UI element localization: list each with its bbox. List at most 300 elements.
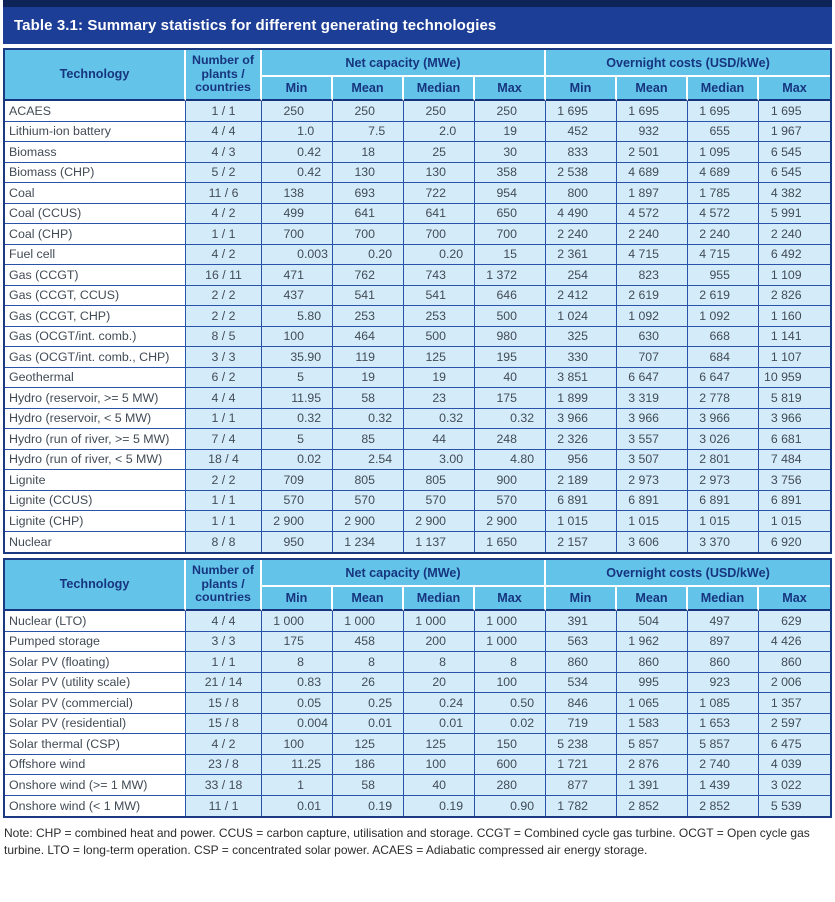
capacity-max-cell: 15 <box>475 245 546 266</box>
stat-header-cap-min: Min <box>262 77 333 101</box>
capacity-max-cell: 0 .90 <box>475 796 546 817</box>
cost-mean-cell: 1 695 <box>617 101 688 122</box>
capacity-median-cell: 0 .24 <box>404 693 475 714</box>
capacity-mean-cell: 58 <box>333 775 404 796</box>
cost-mean-cell: 3 319 <box>617 388 688 409</box>
capacity-mean-cell: 26 <box>333 673 404 694</box>
plants-countries-cell: 5 / 2 <box>186 163 262 184</box>
capacity-median-cell: 1 000 <box>404 611 475 632</box>
plants-countries-cell: 33 / 18 <box>186 775 262 796</box>
cost-min-cell: 2 240 <box>546 224 617 245</box>
cost-max-cell: 2 240 <box>759 224 830 245</box>
capacity-min-cell: 499 <box>262 204 333 225</box>
table-row <box>5 734 830 755</box>
capacity-max-cell: 195 <box>475 347 546 368</box>
cost-min-cell: 860 <box>546 652 617 673</box>
cost-mean-cell: 707 <box>617 347 688 368</box>
cost-median-cell: 1 439 <box>688 775 759 796</box>
cost-mean-cell: 630 <box>617 327 688 348</box>
capacity-mean-cell: 0 .20 <box>333 245 404 266</box>
cost-max-cell: 5 991 <box>759 204 830 225</box>
cost-median-cell: 2 240 <box>688 224 759 245</box>
capacity-mean-cell: 2 .54 <box>333 450 404 471</box>
capacity-mean-cell: 58 <box>333 388 404 409</box>
capacity-min-cell: 0 .01 <box>262 796 333 817</box>
table-row <box>5 611 830 632</box>
cost-min-cell: 330 <box>546 347 617 368</box>
plants-countries-cell: 4 / 4 <box>186 122 262 143</box>
table-row <box>5 388 830 409</box>
cost-median-cell: 4 715 <box>688 245 759 266</box>
cost-min-cell: 391 <box>546 611 617 632</box>
capacity-median-cell: 0 .19 <box>404 796 475 817</box>
capacity-min-cell: 0 .003 <box>262 245 333 266</box>
capacity-mean-cell: 250 <box>333 101 404 122</box>
cost-mean-cell: 2 619 <box>617 286 688 307</box>
capacity-min-cell: 5 <box>262 429 333 450</box>
cost-mean-cell: 2 973 <box>617 470 688 491</box>
table-row <box>5 532 830 553</box>
capacity-median-cell: 3 .00 <box>404 450 475 471</box>
capacity-median-cell: 743 <box>404 265 475 286</box>
cost-mean-cell: 1 065 <box>617 693 688 714</box>
cost-median-cell: 2 619 <box>688 286 759 307</box>
capacity-median-cell: 23 <box>404 388 475 409</box>
plants-countries-cell: 7 / 4 <box>186 429 262 450</box>
cost-min-cell: 2 326 <box>546 429 617 450</box>
cost-mean-cell: 2 501 <box>617 142 688 163</box>
cost-min-cell: 2 361 <box>546 245 617 266</box>
capacity-mean-cell: 2 900 <box>333 511 404 532</box>
capacity-max-cell: 500 <box>475 306 546 327</box>
cost-max-cell: 3 022 <box>759 775 830 796</box>
cost-mean-cell: 2 852 <box>617 796 688 817</box>
technology-cell: Coal (CHP) <box>5 224 186 245</box>
capacity-max-cell: 40 <box>475 368 546 389</box>
plants-countries-cell: 11 / 6 <box>186 183 262 204</box>
stat-header-cost-mean: Mean <box>617 587 688 611</box>
cost-median-cell: 1 785 <box>688 183 759 204</box>
table-footnote: Note: CHP = combined heat and power. CCUS = carbon capture, utilisation and storage. CCGT = Combined cycle gas turbine. OCGT = Open cycle gas turbine. LTO = long-term operation. CSP = concentrated solar power. ACAES = Adiabatic compressed air energy storage. <box>4 826 810 858</box>
stat-header-cap-min: Min <box>262 587 333 611</box>
cost-max-cell: 1 015 <box>759 511 830 532</box>
capacity-mean-cell: 641 <box>333 204 404 225</box>
plants-countries-cell: 6 / 2 <box>186 368 262 389</box>
cost-min-cell: 4 490 <box>546 204 617 225</box>
cost-min-cell: 719 <box>546 714 617 735</box>
cost-max-cell: 2 826 <box>759 286 830 307</box>
cost-min-cell: 1 899 <box>546 388 617 409</box>
technology-cell: Hydro (run of river, >= 5 MW) <box>5 429 186 450</box>
table-row <box>5 511 830 532</box>
plants-countries-cell: 4 / 3 <box>186 142 262 163</box>
cost-median-cell: 3 370 <box>688 532 759 553</box>
capacity-mean-cell: 7 .5 <box>333 122 404 143</box>
cost-min-cell: 5 238 <box>546 734 617 755</box>
cost-mean-cell: 2 240 <box>617 224 688 245</box>
capacity-min-cell: 0 .05 <box>262 693 333 714</box>
cost-max-cell: 2 006 <box>759 673 830 694</box>
technology-cell: Onshore wind (< 1 MW) <box>5 796 186 817</box>
capacity-mean-cell: 458 <box>333 632 404 653</box>
capacity-min-cell: 175 <box>262 632 333 653</box>
col-header-technology: Technology <box>5 50 186 101</box>
capacity-mean-cell: 0 .01 <box>333 714 404 735</box>
cost-mean-cell: 3 507 <box>617 450 688 471</box>
capacity-median-cell: 200 <box>404 632 475 653</box>
capacity-min-cell: 0 .83 <box>262 673 333 694</box>
capacity-max-cell: 0 .50 <box>475 693 546 714</box>
cost-median-cell: 668 <box>688 327 759 348</box>
cost-mean-cell: 1 583 <box>617 714 688 735</box>
capacity-min-cell: 138 <box>262 183 333 204</box>
capacity-median-cell: 250 <box>404 101 475 122</box>
capacity-mean-cell: 570 <box>333 491 404 512</box>
capacity-max-cell: 900 <box>475 470 546 491</box>
cost-min-cell: 6 891 <box>546 491 617 512</box>
capacity-max-cell: 1 372 <box>475 265 546 286</box>
cost-min-cell: 956 <box>546 450 617 471</box>
cost-mean-cell: 4 715 <box>617 245 688 266</box>
capacity-max-cell: 4 .80 <box>475 450 546 471</box>
cost-mean-cell: 932 <box>617 122 688 143</box>
capacity-median-cell: 641 <box>404 204 475 225</box>
capacity-mean-cell: 8 <box>333 652 404 673</box>
cost-max-cell: 1 357 <box>759 693 830 714</box>
technology-cell: Solar PV (floating) <box>5 652 186 673</box>
table-row <box>5 632 830 653</box>
table-row <box>5 409 830 430</box>
technology-cell: Gas (CCGT, CCUS) <box>5 286 186 307</box>
table-row <box>5 491 830 512</box>
capacity-median-cell: 541 <box>404 286 475 307</box>
capacity-mean-cell: 85 <box>333 429 404 450</box>
cost-min-cell: 1 721 <box>546 755 617 776</box>
group-header-net-capacity: Net capacity (MWe) <box>262 50 546 77</box>
capacity-max-cell: 980 <box>475 327 546 348</box>
cost-median-cell: 1 092 <box>688 306 759 327</box>
cost-mean-cell: 823 <box>617 265 688 286</box>
cost-mean-cell: 4 689 <box>617 163 688 184</box>
table-row <box>5 755 830 776</box>
capacity-min-cell: 8 <box>262 652 333 673</box>
cost-mean-cell: 1 897 <box>617 183 688 204</box>
table-row <box>5 204 830 225</box>
capacity-median-cell: 130 <box>404 163 475 184</box>
capacity-mean-cell: 0 .25 <box>333 693 404 714</box>
plants-countries-cell: 4 / 4 <box>186 388 262 409</box>
capacity-min-cell: 250 <box>262 101 333 122</box>
cost-median-cell: 2 852 <box>688 796 759 817</box>
plants-countries-cell: 1 / 1 <box>186 652 262 673</box>
capacity-median-cell: 500 <box>404 327 475 348</box>
capacity-mean-cell: 130 <box>333 163 404 184</box>
stat-header-cost-min: Min <box>546 77 617 101</box>
capacity-median-cell: 100 <box>404 755 475 776</box>
cost-median-cell: 860 <box>688 652 759 673</box>
technology-cell: Hydro (reservoir, < 5 MW) <box>5 409 186 430</box>
capacity-min-cell: 0 .32 <box>262 409 333 430</box>
plants-countries-cell: 11 / 1 <box>186 796 262 817</box>
cost-mean-cell: 2 876 <box>617 755 688 776</box>
summary-table-section-2 <box>3 558 832 818</box>
cost-min-cell: 1 024 <box>546 306 617 327</box>
group-header-overnight-costs: Overnight costs (USD/kWe) <box>546 50 830 77</box>
technology-cell: Hydro (reservoir, >= 5 MW) <box>5 388 186 409</box>
technology-cell: Onshore wind (>= 1 MW) <box>5 775 186 796</box>
stat-header-cost-max: Max <box>759 77 830 101</box>
capacity-max-cell: 0 .32 <box>475 409 546 430</box>
capacity-min-cell: 700 <box>262 224 333 245</box>
group-header-overnight-costs: Overnight costs (USD/kWe) <box>546 560 830 587</box>
technology-cell: Lithium-ion battery <box>5 122 186 143</box>
cost-max-cell: 3 966 <box>759 409 830 430</box>
capacity-mean-cell: 253 <box>333 306 404 327</box>
capacity-median-cell: 570 <box>404 491 475 512</box>
capacity-mean-cell: 805 <box>333 470 404 491</box>
capacity-median-cell: 19 <box>404 368 475 389</box>
cost-max-cell: 4 039 <box>759 755 830 776</box>
cost-min-cell: 800 <box>546 183 617 204</box>
technology-cell: Solar PV (residential) <box>5 714 186 735</box>
cost-max-cell: 6 920 <box>759 532 830 553</box>
capacity-median-cell: 20 <box>404 673 475 694</box>
capacity-min-cell: 950 <box>262 532 333 553</box>
cost-min-cell: 2 538 <box>546 163 617 184</box>
plants-countries-cell: 1 / 1 <box>186 224 262 245</box>
capacity-median-cell: 8 <box>404 652 475 673</box>
cost-max-cell: 1 967 <box>759 122 830 143</box>
technology-cell: Geothermal <box>5 368 186 389</box>
plants-countries-cell: 2 / 2 <box>186 286 262 307</box>
cost-max-cell: 5 539 <box>759 796 830 817</box>
table-row <box>5 265 830 286</box>
capacity-mean-cell: 125 <box>333 734 404 755</box>
capacity-max-cell: 250 <box>475 101 546 122</box>
cost-median-cell: 897 <box>688 632 759 653</box>
cost-mean-cell: 1 962 <box>617 632 688 653</box>
plants-countries-cell: 4 / 2 <box>186 204 262 225</box>
technology-cell: Biomass (CHP) <box>5 163 186 184</box>
stat-header-cap-median: Median <box>404 77 475 101</box>
table-row <box>5 714 830 735</box>
capacity-min-cell: 11 .95 <box>262 388 333 409</box>
cost-min-cell: 534 <box>546 673 617 694</box>
cost-min-cell: 563 <box>546 632 617 653</box>
stat-header-cost-max: Max <box>759 587 830 611</box>
technology-cell: Biomass <box>5 142 186 163</box>
cost-max-cell: 1 160 <box>759 306 830 327</box>
cost-mean-cell: 3 606 <box>617 532 688 553</box>
cost-min-cell: 3 966 <box>546 409 617 430</box>
plants-countries-cell: 1 / 1 <box>186 409 262 430</box>
stat-header-cost-median: Median <box>688 587 759 611</box>
cost-max-cell: 6 545 <box>759 163 830 184</box>
cost-min-cell: 254 <box>546 265 617 286</box>
table-row <box>5 286 830 307</box>
capacity-min-cell: 100 <box>262 734 333 755</box>
table-title: Table 3.1: Summary statistics for different generating technologies <box>14 17 497 34</box>
cost-median-cell: 3 026 <box>688 429 759 450</box>
capacity-max-cell: 100 <box>475 673 546 694</box>
cost-max-cell: 1 107 <box>759 347 830 368</box>
capacity-median-cell: 700 <box>404 224 475 245</box>
capacity-median-cell: 0 .32 <box>404 409 475 430</box>
table-row <box>5 673 830 694</box>
capacity-max-cell: 2 900 <box>475 511 546 532</box>
capacity-min-cell: 35 .90 <box>262 347 333 368</box>
cost-max-cell: 4 426 <box>759 632 830 653</box>
technology-cell: Lignite (CHP) <box>5 511 186 532</box>
cost-max-cell: 10 959 <box>759 368 830 389</box>
capacity-min-cell: 709 <box>262 470 333 491</box>
cost-max-cell: 6 681 <box>759 429 830 450</box>
cost-max-cell: 4 382 <box>759 183 830 204</box>
capacity-min-cell: 0 .004 <box>262 714 333 735</box>
plants-countries-cell: 16 / 11 <box>186 265 262 286</box>
cost-min-cell: 2 412 <box>546 286 617 307</box>
technology-cell: Hydro (run of river, < 5 MW) <box>5 450 186 471</box>
cost-min-cell: 3 851 <box>546 368 617 389</box>
capacity-mean-cell: 464 <box>333 327 404 348</box>
capacity-min-cell: 1 000 <box>262 611 333 632</box>
cost-max-cell: 2 597 <box>759 714 830 735</box>
plants-countries-cell: 15 / 8 <box>186 693 262 714</box>
technology-cell: Coal <box>5 183 186 204</box>
cost-min-cell: 833 <box>546 142 617 163</box>
cost-median-cell: 497 <box>688 611 759 632</box>
plants-countries-cell: 8 / 5 <box>186 327 262 348</box>
cost-min-cell: 452 <box>546 122 617 143</box>
capacity-mean-cell: 693 <box>333 183 404 204</box>
cost-median-cell: 6 647 <box>688 368 759 389</box>
col-header-technology: Technology <box>5 560 186 611</box>
cost-mean-cell: 6 647 <box>617 368 688 389</box>
capacity-max-cell: 1 650 <box>475 532 546 553</box>
capacity-median-cell: 125 <box>404 734 475 755</box>
capacity-max-cell: 150 <box>475 734 546 755</box>
table-row <box>5 450 830 471</box>
technology-cell: Solar PV (commercial) <box>5 693 186 714</box>
cost-median-cell: 1 695 <box>688 101 759 122</box>
table-row <box>5 101 830 122</box>
cost-mean-cell: 3 966 <box>617 409 688 430</box>
capacity-min-cell: 0 .02 <box>262 450 333 471</box>
stat-header-cost-min: Min <box>546 587 617 611</box>
cost-median-cell: 1 095 <box>688 142 759 163</box>
table-row <box>5 245 830 266</box>
table-row <box>5 796 830 817</box>
capacity-mean-cell: 762 <box>333 265 404 286</box>
capacity-median-cell: 2 900 <box>404 511 475 532</box>
capacity-min-cell: 5 .80 <box>262 306 333 327</box>
cost-median-cell: 6 891 <box>688 491 759 512</box>
capacity-max-cell: 248 <box>475 429 546 450</box>
cost-mean-cell: 1 391 <box>617 775 688 796</box>
cost-min-cell: 1 695 <box>546 101 617 122</box>
cost-median-cell: 923 <box>688 673 759 694</box>
capacity-median-cell: 0 .20 <box>404 245 475 266</box>
technology-cell: Solar thermal (CSP) <box>5 734 186 755</box>
table-title-bar <box>3 7 832 44</box>
plants-countries-cell: 1 / 1 <box>186 491 262 512</box>
capacity-max-cell: 650 <box>475 204 546 225</box>
plants-countries-cell: 21 / 14 <box>186 673 262 694</box>
group-header-net-capacity: Net capacity (MWe) <box>262 560 546 587</box>
cost-median-cell: 3 966 <box>688 409 759 430</box>
cost-max-cell: 629 <box>759 611 830 632</box>
capacity-max-cell: 8 <box>475 652 546 673</box>
capacity-mean-cell: 186 <box>333 755 404 776</box>
capacity-min-cell: 100 <box>262 327 333 348</box>
capacity-mean-cell: 19 <box>333 368 404 389</box>
cost-max-cell: 6 891 <box>759 491 830 512</box>
capacity-min-cell: 0 .42 <box>262 163 333 184</box>
capacity-mean-cell: 1 234 <box>333 532 404 553</box>
capacity-max-cell: 1 000 <box>475 611 546 632</box>
plants-countries-cell: 2 / 2 <box>186 470 262 491</box>
cost-mean-cell: 1 015 <box>617 511 688 532</box>
cost-median-cell: 1 015 <box>688 511 759 532</box>
cost-max-cell: 860 <box>759 652 830 673</box>
col-header-plants: Number of plants / countries <box>186 560 262 611</box>
cost-median-cell: 4 572 <box>688 204 759 225</box>
cost-max-cell: 1 695 <box>759 101 830 122</box>
cost-median-cell: 4 689 <box>688 163 759 184</box>
cost-median-cell: 1 653 <box>688 714 759 735</box>
capacity-median-cell: 1 137 <box>404 532 475 553</box>
cost-mean-cell: 6 891 <box>617 491 688 512</box>
table-row <box>5 347 830 368</box>
plants-countries-cell: 23 / 8 <box>186 755 262 776</box>
plants-countries-cell: 15 / 8 <box>186 714 262 735</box>
plants-countries-cell: 3 / 3 <box>186 347 262 368</box>
plants-countries-cell: 4 / 2 <box>186 734 262 755</box>
technology-cell: Nuclear (LTO) <box>5 611 186 632</box>
capacity-max-cell: 1 000 <box>475 632 546 653</box>
stat-header-cap-max: Max <box>475 587 546 611</box>
cost-min-cell: 1 782 <box>546 796 617 817</box>
summary-table-section-1 <box>3 48 832 554</box>
plants-countries-cell: 8 / 8 <box>186 532 262 553</box>
cost-min-cell: 2 189 <box>546 470 617 491</box>
table-row <box>5 368 830 389</box>
technology-cell: Gas (OCGT/int. comb., CHP) <box>5 347 186 368</box>
capacity-mean-cell: 700 <box>333 224 404 245</box>
capacity-max-cell: 646 <box>475 286 546 307</box>
cost-median-cell: 684 <box>688 347 759 368</box>
plants-countries-cell: 1 / 1 <box>186 511 262 532</box>
cost-max-cell: 5 819 <box>759 388 830 409</box>
technology-cell: Lignite (CCUS) <box>5 491 186 512</box>
capacity-median-cell: 44 <box>404 429 475 450</box>
technology-cell: Lignite <box>5 470 186 491</box>
cost-median-cell: 2 973 <box>688 470 759 491</box>
table-row <box>5 470 830 491</box>
cost-mean-cell: 4 572 <box>617 204 688 225</box>
table-row <box>5 693 830 714</box>
plants-countries-cell: 4 / 2 <box>186 245 262 266</box>
stat-header-cap-mean: Mean <box>333 587 404 611</box>
capacity-min-cell: 1 <box>262 775 333 796</box>
plants-countries-cell: 3 / 3 <box>186 632 262 653</box>
capacity-median-cell: 2 .0 <box>404 122 475 143</box>
capacity-max-cell: 0 .02 <box>475 714 546 735</box>
capacity-median-cell: 722 <box>404 183 475 204</box>
capacity-mean-cell: 1 000 <box>333 611 404 632</box>
summary-table-2 <box>5 560 830 816</box>
cost-max-cell: 6 492 <box>759 245 830 266</box>
